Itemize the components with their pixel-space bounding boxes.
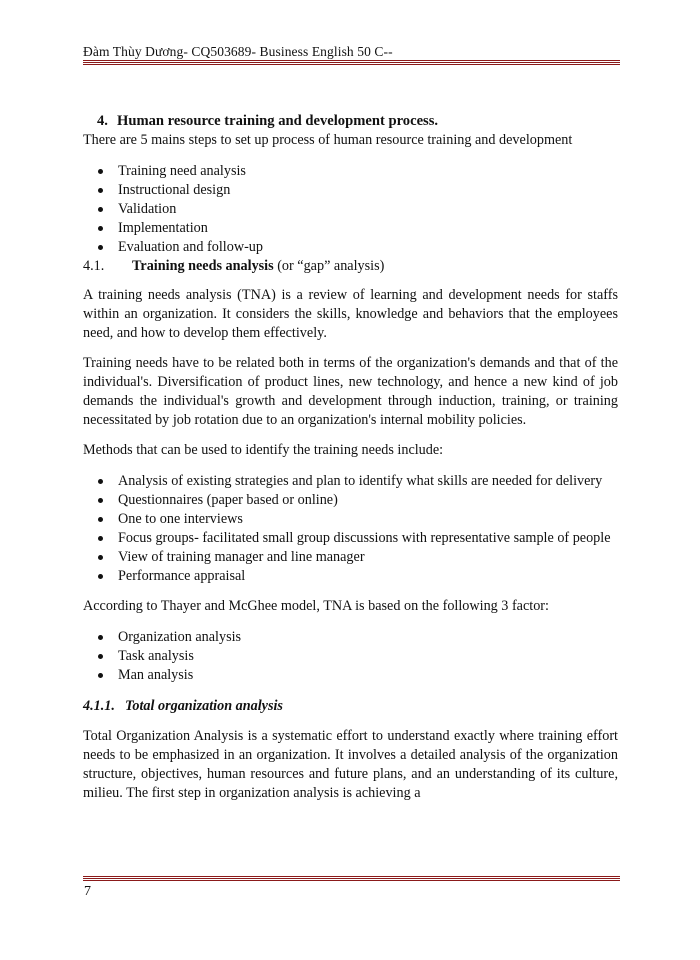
list-item: Organization analysis — [83, 628, 618, 647]
training-needs-paragraph: Training needs have to be related both in terms of the organization's demands and that of the individual's. Diversification of product lines, new technology, and hence a new kind of job demands the individual's growth and development through induction, training, or training necessitated by job rotation due to an organization's internal mobility policies. — [83, 355, 618, 428]
factors-list — [83, 628, 618, 685]
list-item: Validation — [83, 200, 618, 219]
section-4-intro: There are 5 mains steps to set up process of human resource training and development — [83, 132, 573, 148]
section-4-1-number: 4.1. — [83, 258, 105, 274]
section-4-1-1-heading — [83, 697, 618, 716]
list-item: Evaluation and follow-up — [83, 238, 618, 257]
methods-intro: Methods that can be used to identify the training needs include: — [83, 442, 444, 458]
header-divider — [83, 60, 620, 66]
section-4-title: Human resource training and development process. — [117, 113, 439, 129]
footer-divider — [83, 876, 620, 882]
list-item: Implementation — [83, 219, 618, 238]
list-item: One to one interviews — [83, 510, 618, 529]
tna-definition-paragraph: A training needs analysis (TNA) is a review of learning and development needs for staffs within an organization. It considers the skills, knowledge and behaviors that the employees need, and how to develop them effectively. — [83, 287, 618, 341]
list-item: Analysis of existing strategies and plan to identify what skills are needed for delivery — [83, 472, 618, 491]
list-item: Performance appraisal — [83, 567, 618, 586]
methods-list — [83, 472, 618, 586]
document-body — [83, 112, 618, 803]
section-4-heading — [83, 112, 618, 131]
list-item: Training need analysis — [83, 162, 618, 181]
organization-analysis-paragraph: Total Organization Analysis is a systematic effort to understand exactly where training effort needs to be emphasized in an organization. It involves a detailed analysis of the organization structure, objectives, human resources and future plans, and an understanding of its culture, milieu. The first step in organization analysis is achieving a — [83, 728, 618, 801]
section-4-1-1-number: 4.1.1. — [83, 698, 115, 714]
section-4-1-1-title: Total organization analysis — [125, 698, 283, 714]
list-item: Questionnaires (paper based or online) — [83, 491, 618, 510]
list-item: Task analysis — [83, 647, 618, 666]
section-4-1-heading — [83, 257, 618, 276]
list-item: Man analysis — [83, 666, 618, 685]
section-4-1-title-rest: (or “gap” analysis) — [273, 258, 385, 274]
list-item: View of training manager and line manager — [83, 548, 618, 567]
steps-list — [83, 162, 618, 257]
section-4-1-title: Training needs analysis — [132, 258, 274, 274]
list-item: Focus groups- facilitated small group discussions with representative sample of people — [83, 529, 618, 548]
section-4-number: 4. — [97, 113, 108, 129]
page-number: 7 — [84, 884, 91, 899]
model-intro: According to Thayer and McGhee model, TNA is based on the following 3 factor: — [83, 598, 549, 614]
page-header: Đàm Thùy Dương- CQ503689- Business English 50 C-- — [83, 44, 393, 59]
list-item: Instructional design — [83, 181, 618, 200]
